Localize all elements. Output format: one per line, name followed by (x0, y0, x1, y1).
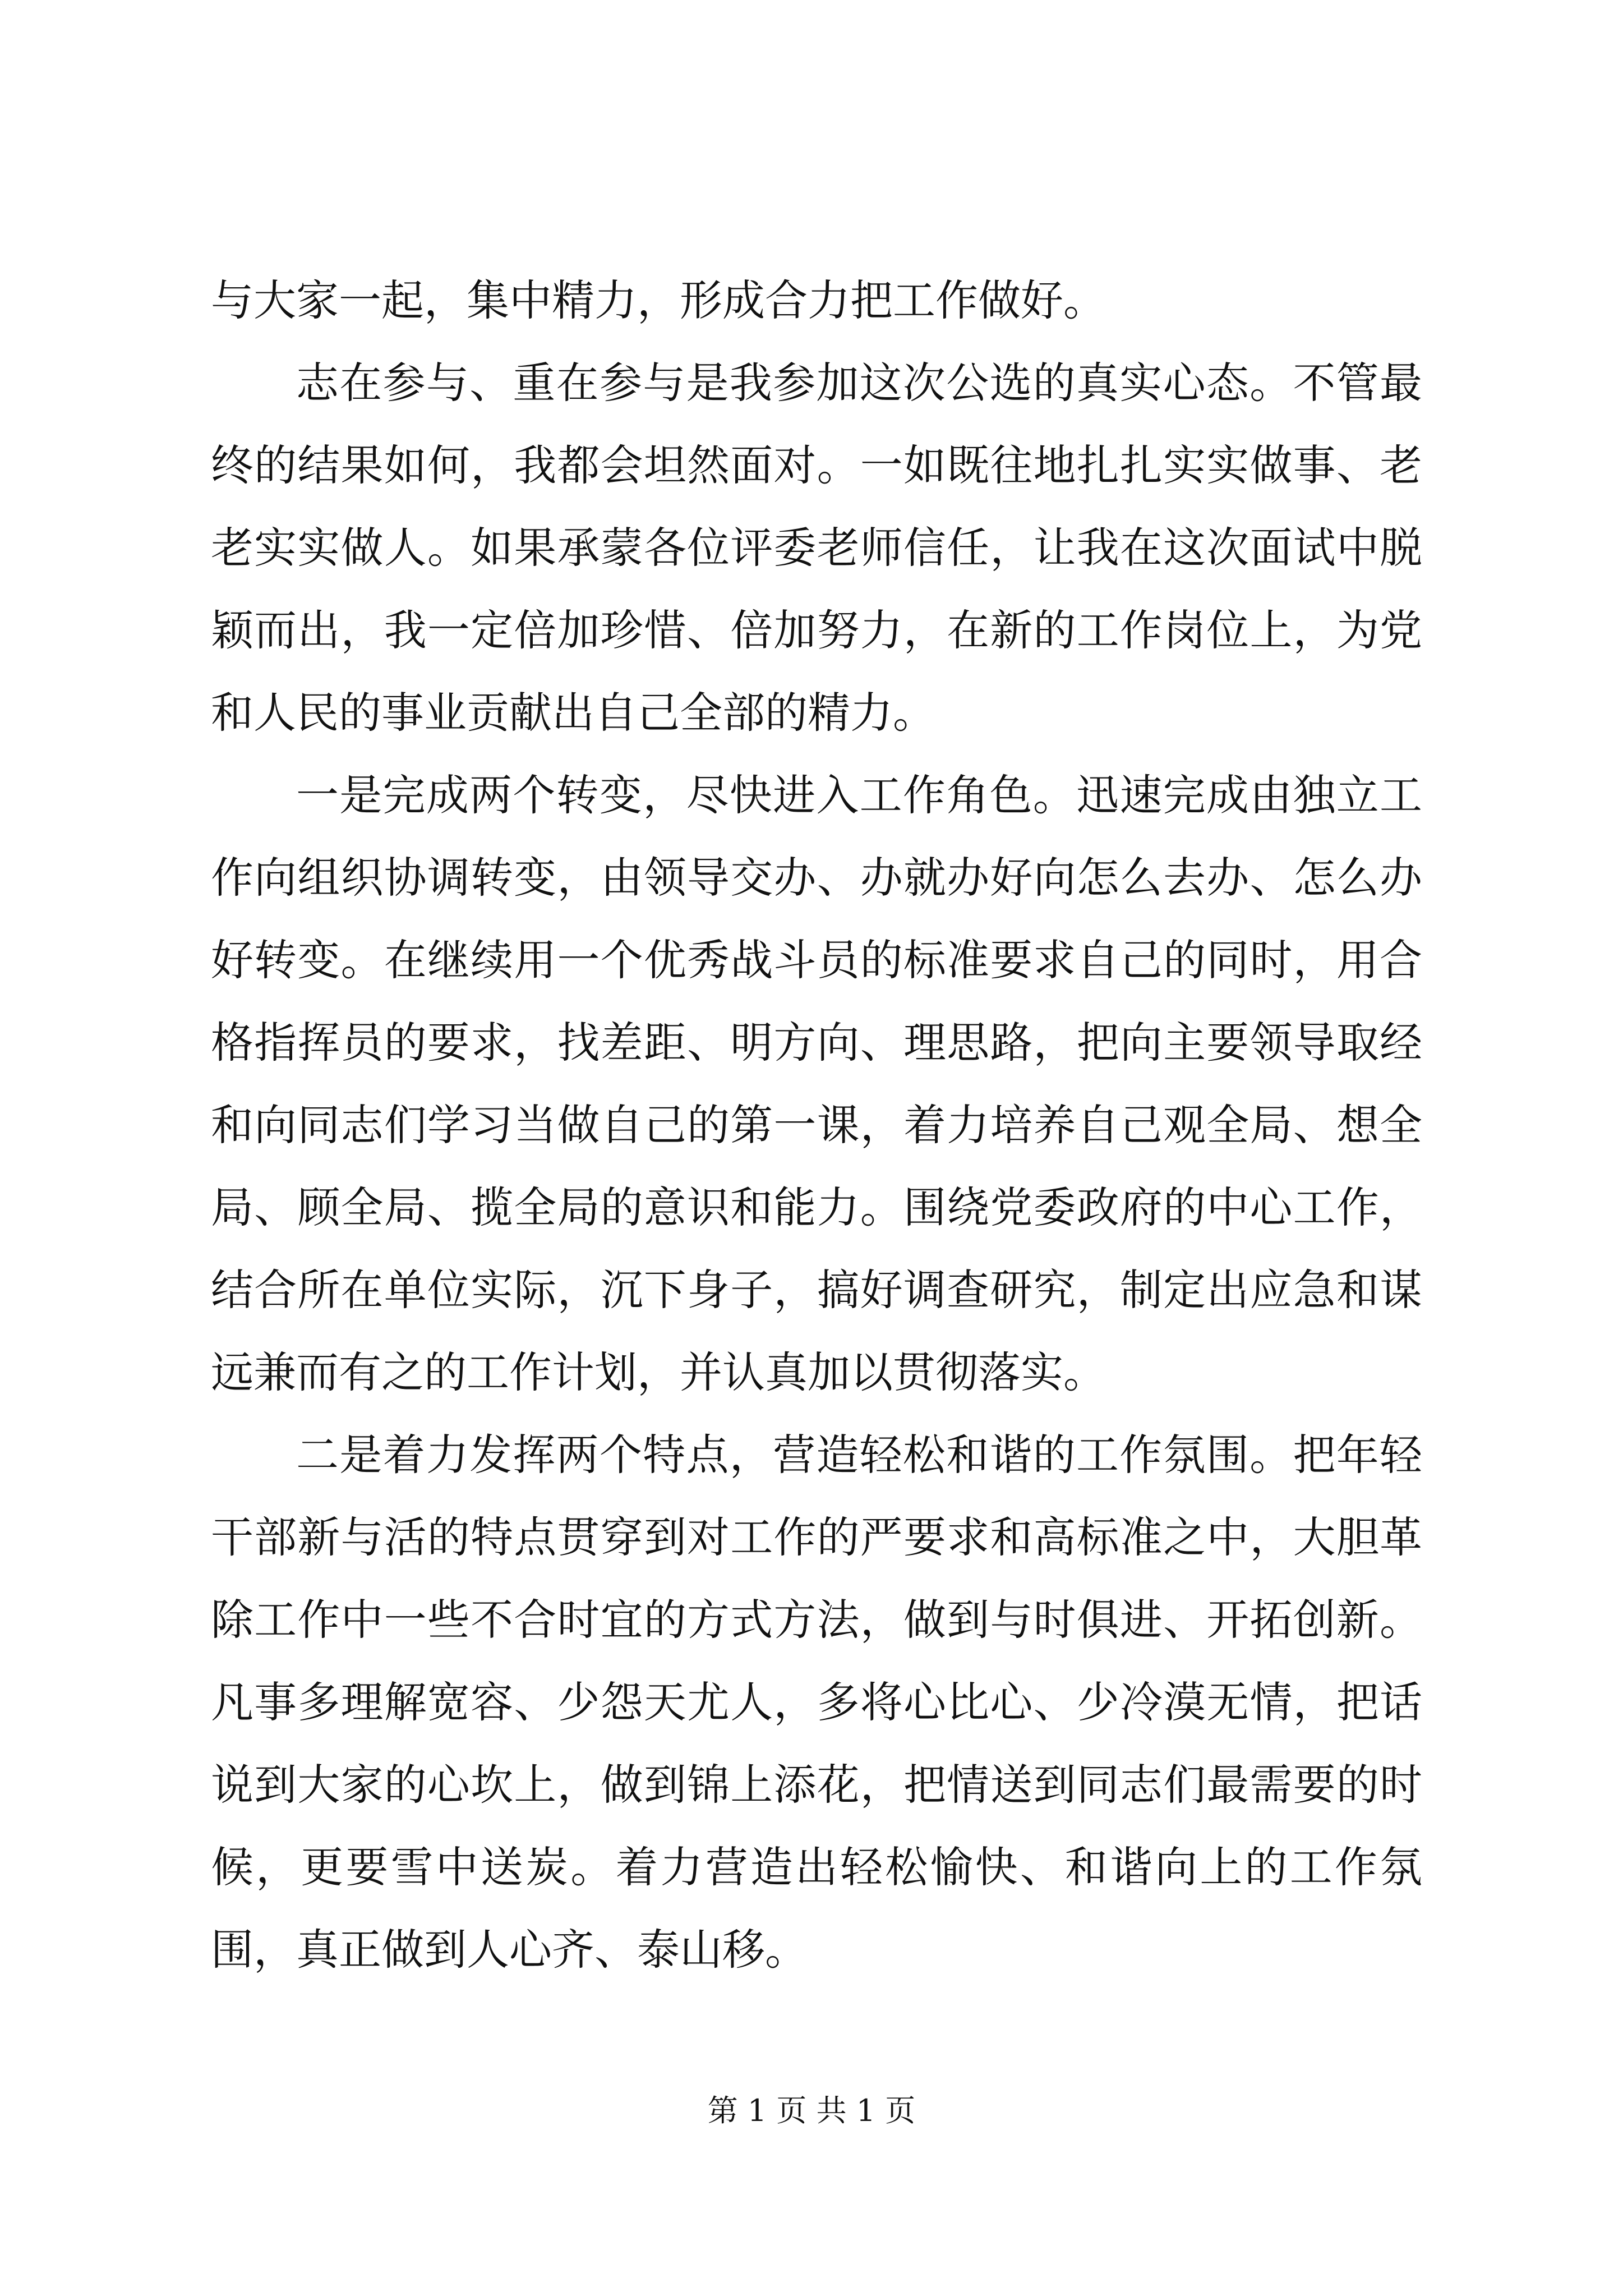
document-body (211, 259, 1422, 1991)
paragraph-point-one: 一是完成两个转变，尽快进入工作角色。迅速完成由独立工作向组织协调转变，由领导交办、办就办好向怎么去办、怎么办好转变。在继续用一个优秀战斗员的标准要求自己的同时，用合格指挥员的要求，找差距、明方向、理思路，把向主要领导取经和向同志们学习当做自己的第一课，着力培养自己观全局、想全局、顾全局、揽全局的意识和能力。围绕党委政府的中心工作，结合所在单位实际，沉下身子，搞好调查研究，制定出应急和谋远兼而有之的工作计划，并认真加以贯彻落实。 (211, 770, 1422, 1397)
paragraph-point-two: 二是着力发挥两个特点，营造轻松和谐的工作氛围。把年轻干部新与活的特点贯穿到对工作的严要求和高标准之中，大胆革除工作中一些不合时宜的方式方法，做到与时俱进、开拓创新。凡事多理解宽容、少怨天尤人，多将心比心、少冷漠无情，把话说到大家的心坎上，做到锦上添花，把情送到同志们最需要的时候，更要雪中送炭。着力营造出轻松愉快、和谐向上的工作氛围，真正做到人心齐、泰山移。 (211, 1430, 1422, 1975)
paragraph-continuation: 与大家一起，集中精力，形成合力把工作做好。 (211, 275, 1106, 325)
paragraph-attitude: 志在参与、重在参与是我参加这次公选的真实心态。不管最终的结果如何，我都会坦然面对。一如既往地扎扎实实做事、老老实实做人。如果承蒙各位评委老师信任，让我在这次面试中脱颖而出，我一定倍加珍惜、倍加努力，在新的工作岗位上，为党和人民的事业贡献出自己全部的精力。 (211, 358, 1422, 738)
page-number-footer: 第 1 页 共 1 页 (707, 2093, 916, 2128)
